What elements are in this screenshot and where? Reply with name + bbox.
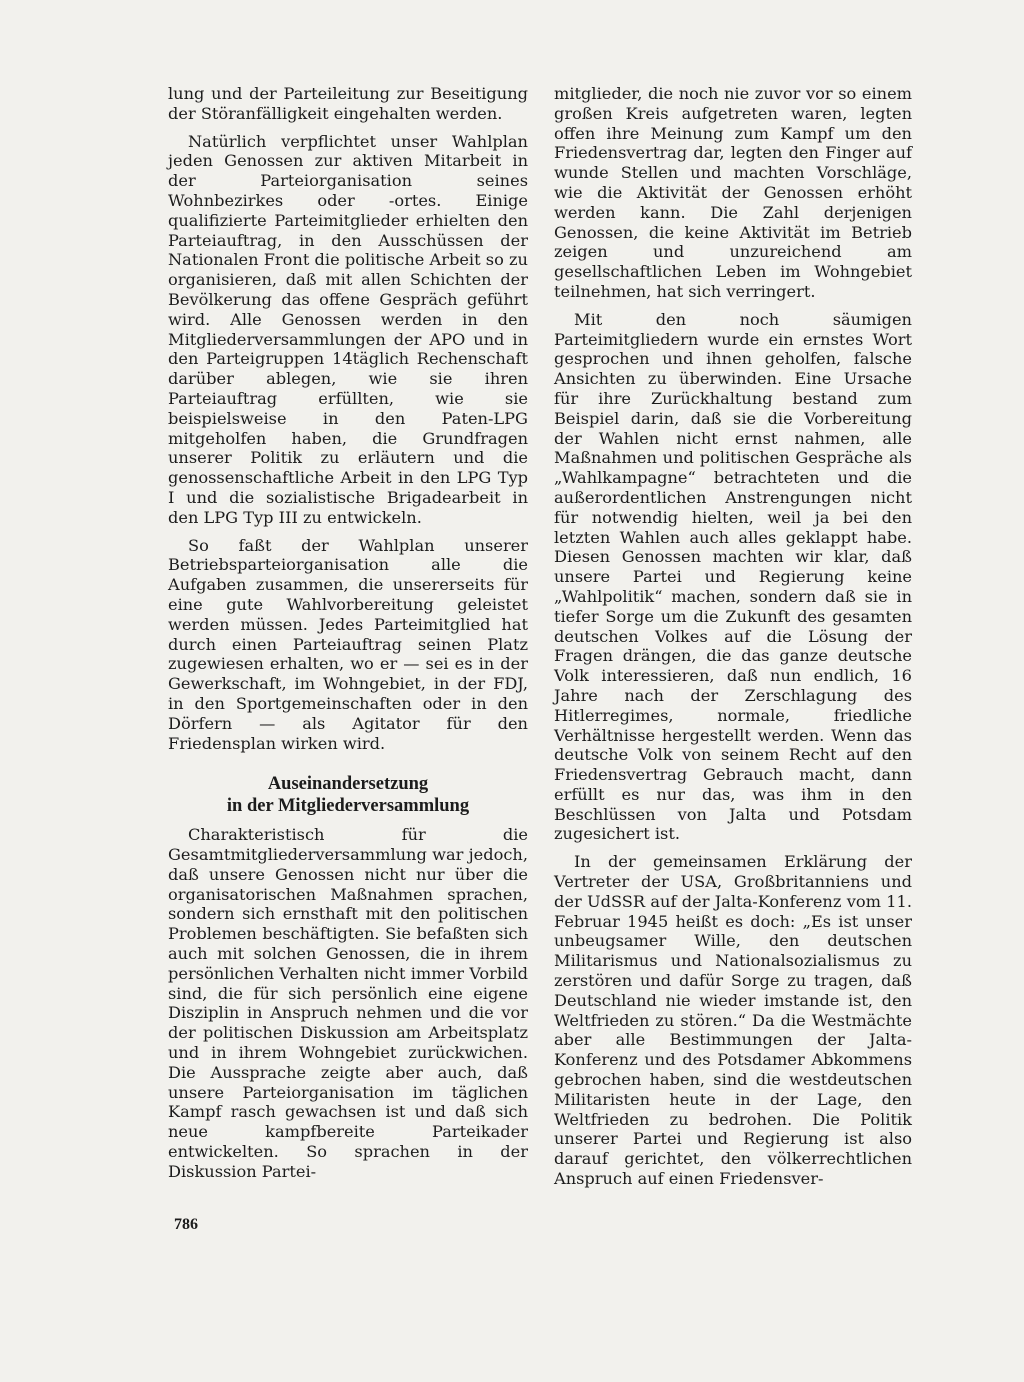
paragraph-jalta: In der gemeinsamen Erklärung der Vertreter der USA, Großbritanniens und der UdSSR auf der Jalta-Konferenz vom 11. Februar 1945 heißt es doch: „Es ist unser unbeugsamer Wille, den deutschen Militarismus und Nationalsozialismus zu zerstören und dafür Sorge zu tragen, daß Deutschland nie wieder imstande ist, den Weltfrieden zu stören.“ Da die Westmächte aber alle Bestimmungen der Jalta-Konferenz und des Potsdamer Abkommens gebrochen haben, sind die westdeutschen Militaristen heute in der Lage, den Weltfrieden zu bedrohen. Die Politik unserer Partei und Regierung ist also darauf gerichtet, den völkerrechtlichen Anspruch auf einen Friedensver-	[554, 852, 912, 1189]
paragraph-betriebsparteiorganisation: So faßt der Wahlplan unserer Betriebsparteiorganisation alle die Aufgaben zusammen, die unsererseits für eine gute Wahlvorbereitung geleistet werden müssen. Jedes Parteimitglied hat durch einen Parteiauftrag seinen Platz zugewiesen erhalten, wo er — sei es in der Gewerkschaft, im Wohngebiet, in der FDJ, in den Sportgemeinschaften oder in den Dörfern — als Agitator für den Friedensplan wirken wird.	[168, 535, 528, 753]
paragraph-continuation: lung und der Parteileitung zur Beseitigung der Störanfälligkeit eingehalten werden.	[168, 84, 528, 123]
section-heading-line1: Auseinandersetzung	[267, 774, 429, 795]
left-column	[168, 84, 528, 1182]
paragraph-wahlplan: Natürlich verpflichtet unser Wahlplan jeden Genossen zur aktiven Mitarbeit in der Parteiorganisation seines Wohnbezirkes oder -ortes. Einige qualifizierte Parteimitglieder erhielten den Parteiauftrag, in den Ausschüssen der Nationalen Front die politische Arbeit so zu organisieren, daß mit allen Schichten der Bevölkerung das offene Gespräch geführt wird. Alle Genossen werden in den Mitgliederversammlungen der APO und in den Parteigruppen 14täglich Rechenschaft darüber ablegen, wie sie ihren Parteiauftrag erfüllten, wie sie beispielsweise in den Paten-LPG mitgeholfen haben, die Grundfragen unserer Politik zu erläutern und die genossenschaftliche Arbeit in den LPG Typ I und die sozialistische Brigadearbeit in den LPG Typ III zu entwickeln.	[168, 131, 528, 527]
paragraph-charakteristisch: Charakteristisch für die Gesamtmitgliederversammlung war jedoch, daß unsere Genossen nicht nur über die organisatorischen Maßnahmen sprachen, sondern sich ernsthaft mit den politischen Problemen beschäftigten. Sie befaßten sich auch mit solchen Genossen, die in ihrem persönlichen Verhalten nicht immer Vorbild sind, die für sich persönlich eine eigene Disziplin in Anspruch nehmen und die vor der politischen Diskussion am Arbeitsplatz und in ihrem Wohngebiet zurückwichen. Die Aussprache zeigte aber auch, daß unsere Parteiorganisation im täglichen Kampf rasch gewachsen ist und daß sich neue kampfbereite Parteikader entwickelten. So sprachen in der Diskussion Partei-	[168, 825, 528, 1181]
section-heading	[168, 773, 528, 817]
page-number: 786	[174, 1216, 198, 1233]
paragraph-mitglieder: mitglieder, die noch nie zuvor vor so einem großen Kreis aufgetreten waren, legten offen ihre Meinung zum Kampf um den Friedensvertrag dar, legten den Finger auf wunde Stellen und machten Vorschläge, wie die Aktivität der Genossen erhöht werden kann. Die Zahl derjenigen Genossen, die keine Aktivität im Betrieb zeigen und unzureichend am gesellschaftlichen Leben im Wohngebiet teilnehmen, hat sich verringert.	[554, 84, 912, 301]
paragraph-saeumige: Mit den noch säumigen Parteimitgliedern wurde ein ernstes Wort gesprochen und ihnen geholfen, falsche Ansichten zu überwinden. Eine Ursache für ihre Zurückhaltung bestand zum Beispiel darin, daß sie die Vorbereitung der Wahlen nicht ernst nahmen, alle Maßnahmen und politischen Gespräche als „Wahlkampagne“ betrachteten und die außerordentlichen Anstrengungen nicht für notwendig hielten, weil ja bei den letzten Wahlen auch alles geklappt habe. Diesen Genossen machten wir klar, daß unsere Partei und Regierung keine „Wahlpolitik“ machen, sondern daß sie in tiefer Sorge um die Zukunft des gesamten deutschen Volkes auf die Lösung der Fragen drängen, die das ganze deutsche Volk interessieren, daß nun endlich, 16 Jahre nach der Zerschlagung des Hitlerregimes, normale, friedliche Verhältnisse hergestellt werden. Wenn das deutsche Volk von seinem Recht auf den Friedensvertrag Gebrauch macht, dann erfüllt es nur das, was ihm in den Beschlüssen von Jalta und Potsdam zugesichert ist.	[554, 309, 912, 844]
right-column	[554, 84, 912, 1189]
section-heading-line2: in der Mitgliederversammlung	[226, 796, 470, 817]
